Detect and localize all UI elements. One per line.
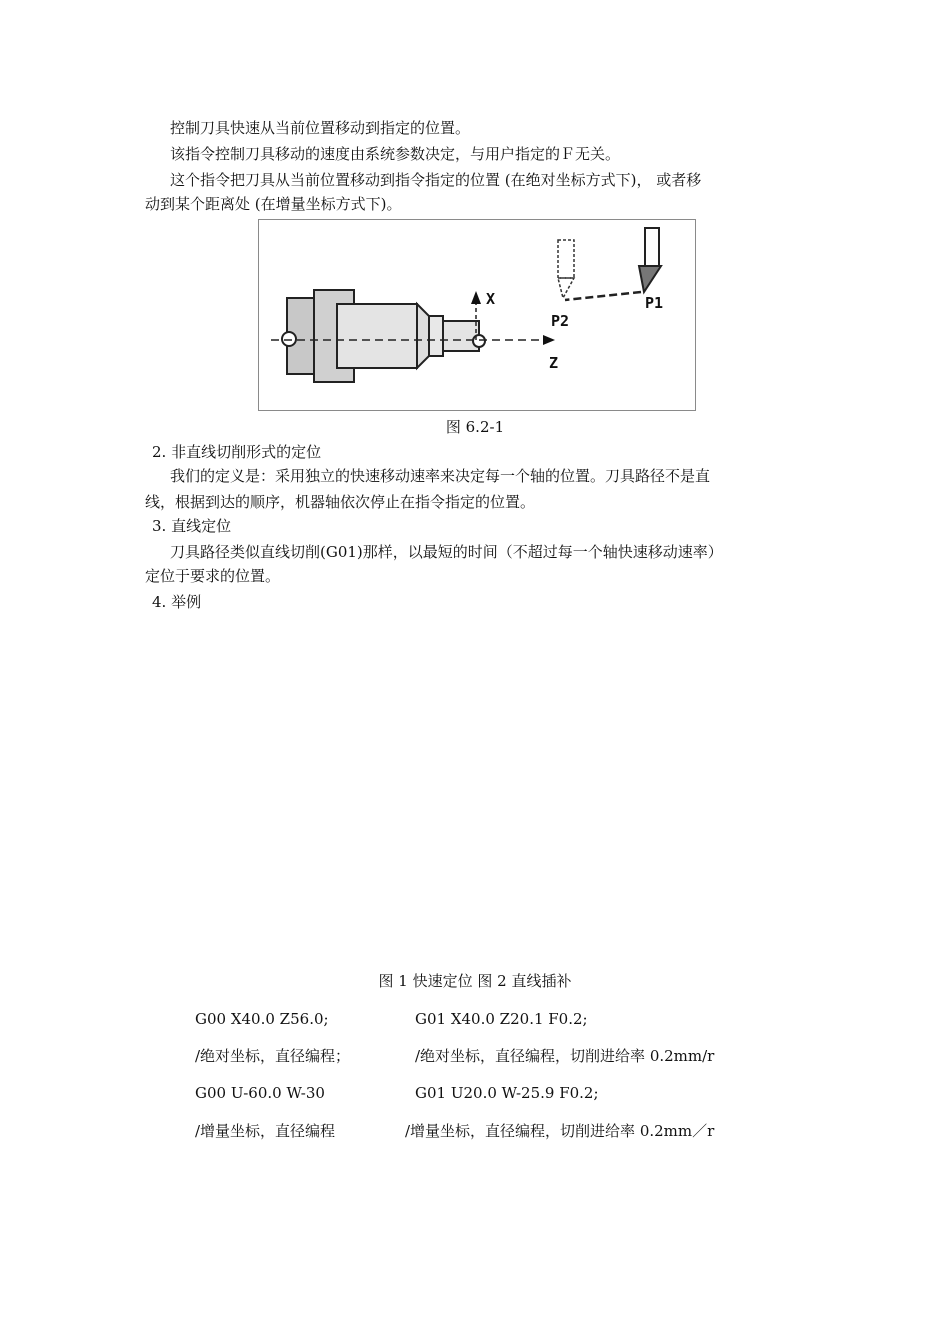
paragraph-3-line-1: 这个指令把刀具从当前位置移动到指令指定的位置 (在绝对坐标方式下)， 或者移	[170, 171, 702, 189]
figures-1-2-caption: 图 1 快速定位 图 2 直线插补	[378, 972, 572, 990]
section-2-heading: 2. 非直线切削形式的定位	[152, 443, 322, 461]
figure-6-2-1-caption: 图 6.2-1	[445, 418, 505, 436]
tool-at-p2-outline	[558, 240, 574, 278]
section-3-body-line-1: 刀具路径类似直线切削(G01)那样，以最短的时间（不超过每一个轴快速移动速率）	[170, 543, 723, 561]
section-2-body-line-2: 线，根据到达的顺序，机器轴依次停止在指令指定的位置。	[145, 493, 536, 511]
workpiece-large-diameter	[337, 304, 417, 368]
paragraph-3-line-2: 动到某个距离处 (在增量坐标方式下)。	[145, 195, 402, 213]
example-g00-incremental-comment: /增量坐标，直径编程	[195, 1122, 336, 1140]
section-4-heading: 4. 举例	[152, 593, 202, 611]
workpiece-chamfer	[417, 304, 429, 368]
program-origin-mark	[473, 335, 485, 347]
paragraph-1: 控制刀具快速从当前位置移动到指定的位置。	[170, 119, 471, 137]
example-g01-incremental-comment: /增量坐标，直径编程，切削进给率 0.2mm／r	[405, 1122, 715, 1140]
section-2-body-line-1: 我们的定义是：采用独立的快速移动速率来决定每一个轴的位置。刀具路径不是直	[170, 467, 711, 485]
example-g01-incremental-code: G01 U20.0 W-25.9 F0.2;	[415, 1084, 599, 1102]
chuck-center-mark	[282, 332, 296, 346]
paragraph-2: 该指令控制刀具移动的速度由系统参数决定，与用户指定的Ｆ无关。	[170, 145, 621, 163]
point-p1-label: P1	[645, 294, 664, 312]
tool-shank	[645, 228, 659, 266]
tool-insert	[639, 266, 661, 292]
example-g00-absolute-comment: /绝对坐标，直径编程；	[195, 1047, 351, 1065]
workpiece-groove	[429, 316, 443, 356]
z-axis-arrowhead	[543, 335, 555, 345]
tool-at-p2-tip	[558, 278, 574, 298]
workpiece-small-diameter	[443, 321, 479, 351]
lathe-figure	[258, 219, 696, 411]
example-g01-absolute-code: G01 X40.0 Z20.1 F0.2;	[415, 1010, 588, 1028]
rapid-path-line	[565, 292, 641, 300]
example-g00-absolute-code: G00 X40.0 Z56.0;	[195, 1010, 329, 1028]
section-3-heading: 3. 直线定位	[152, 517, 232, 535]
x-axis-arrowhead	[471, 291, 481, 304]
section-3-body-line-2: 定位于要求的位置。	[145, 567, 281, 585]
point-p2-label: P2	[551, 312, 570, 330]
z-axis-label: Z	[549, 354, 559, 372]
example-g00-incremental-code: G00 U-60.0 W-30	[195, 1084, 325, 1102]
lathe-diagram	[259, 220, 695, 410]
example-g01-absolute-comment: /绝对坐标，直径编程，切削进给率 0.2mm/r	[415, 1047, 715, 1065]
x-axis-label: X	[486, 290, 496, 308]
